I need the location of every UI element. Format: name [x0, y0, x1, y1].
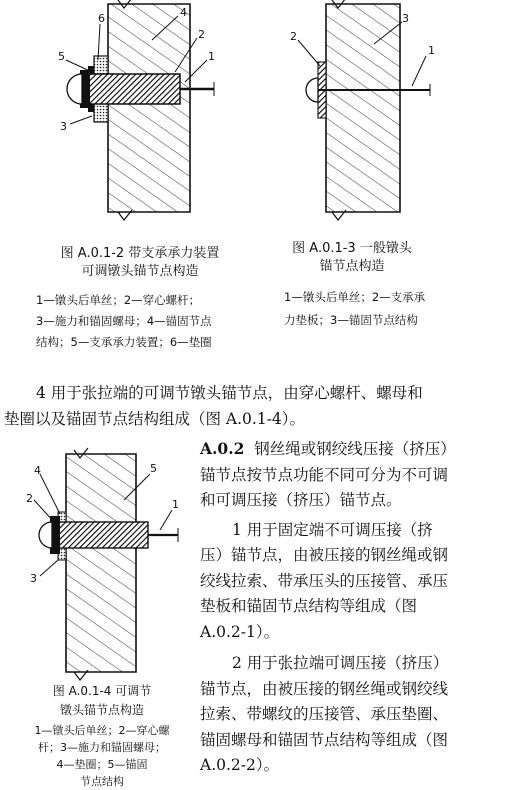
legend-line: 3—施力和锚固螺母；4—锚固节点: [36, 314, 212, 328]
anchor-structure-wall: [108, 4, 190, 212]
figure-a012-title-line1: 图 A.0.1-2 带支承承力装置: [60, 246, 220, 261]
figure-a013-caption: [262, 240, 442, 276]
figure-a014-title-line1: 图 A.0.1-4 可调节: [52, 684, 152, 698]
callout-4: 4: [34, 464, 41, 477]
figure-a014-drawing: [0, 440, 210, 685]
legend-line: 1—镦头后单丝；2—支承承: [284, 290, 426, 304]
figure-a014-title-line2: 镦头锚节点构造: [59, 703, 144, 717]
callout-4: 4: [180, 6, 187, 19]
callout-1: 1: [428, 44, 435, 57]
figure-a012-legend: [36, 290, 212, 353]
item-line: 绞线拉索、带承压头的压接管、承压: [200, 571, 449, 590]
callout-2: 2: [290, 30, 297, 43]
clause-number: A.0.2: [200, 439, 245, 458]
clause-a02-line: 锚节点按节点功能不同可分为不可调: [200, 465, 449, 484]
legend-line: 1—镦头后单丝；2—穿心螺杆；: [36, 293, 201, 307]
item-line: 2 用于张拉端可调压接（挤压）: [232, 654, 449, 672]
clause-item-2: [200, 651, 456, 779]
item-line: A.0.2-2）。: [200, 756, 280, 774]
item-line: 压）锚节点，由被压接的钢丝绳或钢: [200, 546, 449, 564]
callout-3: 3: [60, 120, 67, 133]
clause-text: 钢丝绳或钢绞线压接（挤压）: [254, 440, 456, 458]
item-line: 锚固螺母和锚固节点结构等组成（图: [200, 730, 449, 749]
callout-6: 6: [98, 12, 105, 25]
figure-a013-drawing: [262, 0, 505, 225]
figure-a013-legend: [284, 286, 425, 332]
figure-a012-drawing: [0, 0, 260, 225]
item-line: 锚节点，由被压接的钢丝绳或钢绞线: [200, 679, 449, 698]
callout-3: 3: [402, 12, 409, 25]
clause-a02-line: [200, 436, 456, 463]
figure-a014: [0, 440, 210, 790]
figure-a013: [262, 0, 505, 360]
item-line: A.0.2-1）。: [200, 622, 280, 641]
figure-a013-title-line1: 图 A.0.1-3 一般镦头: [292, 241, 412, 256]
callout-1: 1: [172, 498, 179, 511]
anchor-structure-wall: [66, 454, 136, 672]
figure-a013-title-line2: 锚节点构造: [319, 259, 385, 274]
legend-line: 1—镦头后单丝；2—穿心螺: [34, 724, 170, 737]
paragraph-line: 4 用于张拉端的可调节镦头锚节点，由穿心螺杆、螺母和: [36, 384, 423, 402]
clause-a02: [200, 436, 456, 779]
callout-1: 1: [208, 50, 215, 63]
figure-a012-caption: [20, 245, 260, 281]
through-bolt: [80, 74, 180, 104]
item-line: 1 用于固定端不可调压接（挤: [232, 520, 433, 539]
callout-2: 2: [198, 28, 205, 41]
figure-a014-caption: [22, 682, 182, 720]
callout-3: 3: [30, 572, 37, 585]
figure-a012-title-line2: 可调镦头锚节点构造: [81, 264, 199, 279]
item-line: 拉索、带螺纹的压接管、承压垫圈、: [200, 705, 449, 723]
anchor-structure-wall: [326, 4, 400, 212]
clause-a02-line: 和可调压接（挤压）锚节点。: [200, 491, 402, 509]
legend-line: 4—垫圈；5—锚固: [56, 758, 148, 771]
callout-2: 2: [26, 492, 33, 505]
paragraph-line: 垫圈以及锚固节点结构组成（图 A.0.1-4）。: [4, 410, 306, 428]
legend-line: 结构；5—支承承力装置；6—垫圈: [36, 335, 212, 349]
callout-5: 5: [150, 462, 157, 475]
upset-head: [39, 522, 52, 548]
through-bolt: [50, 522, 148, 548]
callout-5: 5: [58, 50, 65, 63]
legend-line: 杆；3—施力和锚固螺母；: [38, 741, 166, 754]
item-line: 垫板和锚固节点结构等组成（图: [200, 597, 418, 615]
upset-head: [306, 78, 318, 102]
legend-line: 节点结构: [80, 775, 124, 788]
figure-a012: [0, 0, 260, 360]
clause-item-1: [200, 518, 456, 646]
upset-head: [67, 74, 82, 104]
figure-a014-legend: [22, 722, 182, 790]
paragraph-item-4: [4, 380, 423, 432]
legend-line: 力垫板；3—锚固节点结构: [284, 313, 418, 327]
